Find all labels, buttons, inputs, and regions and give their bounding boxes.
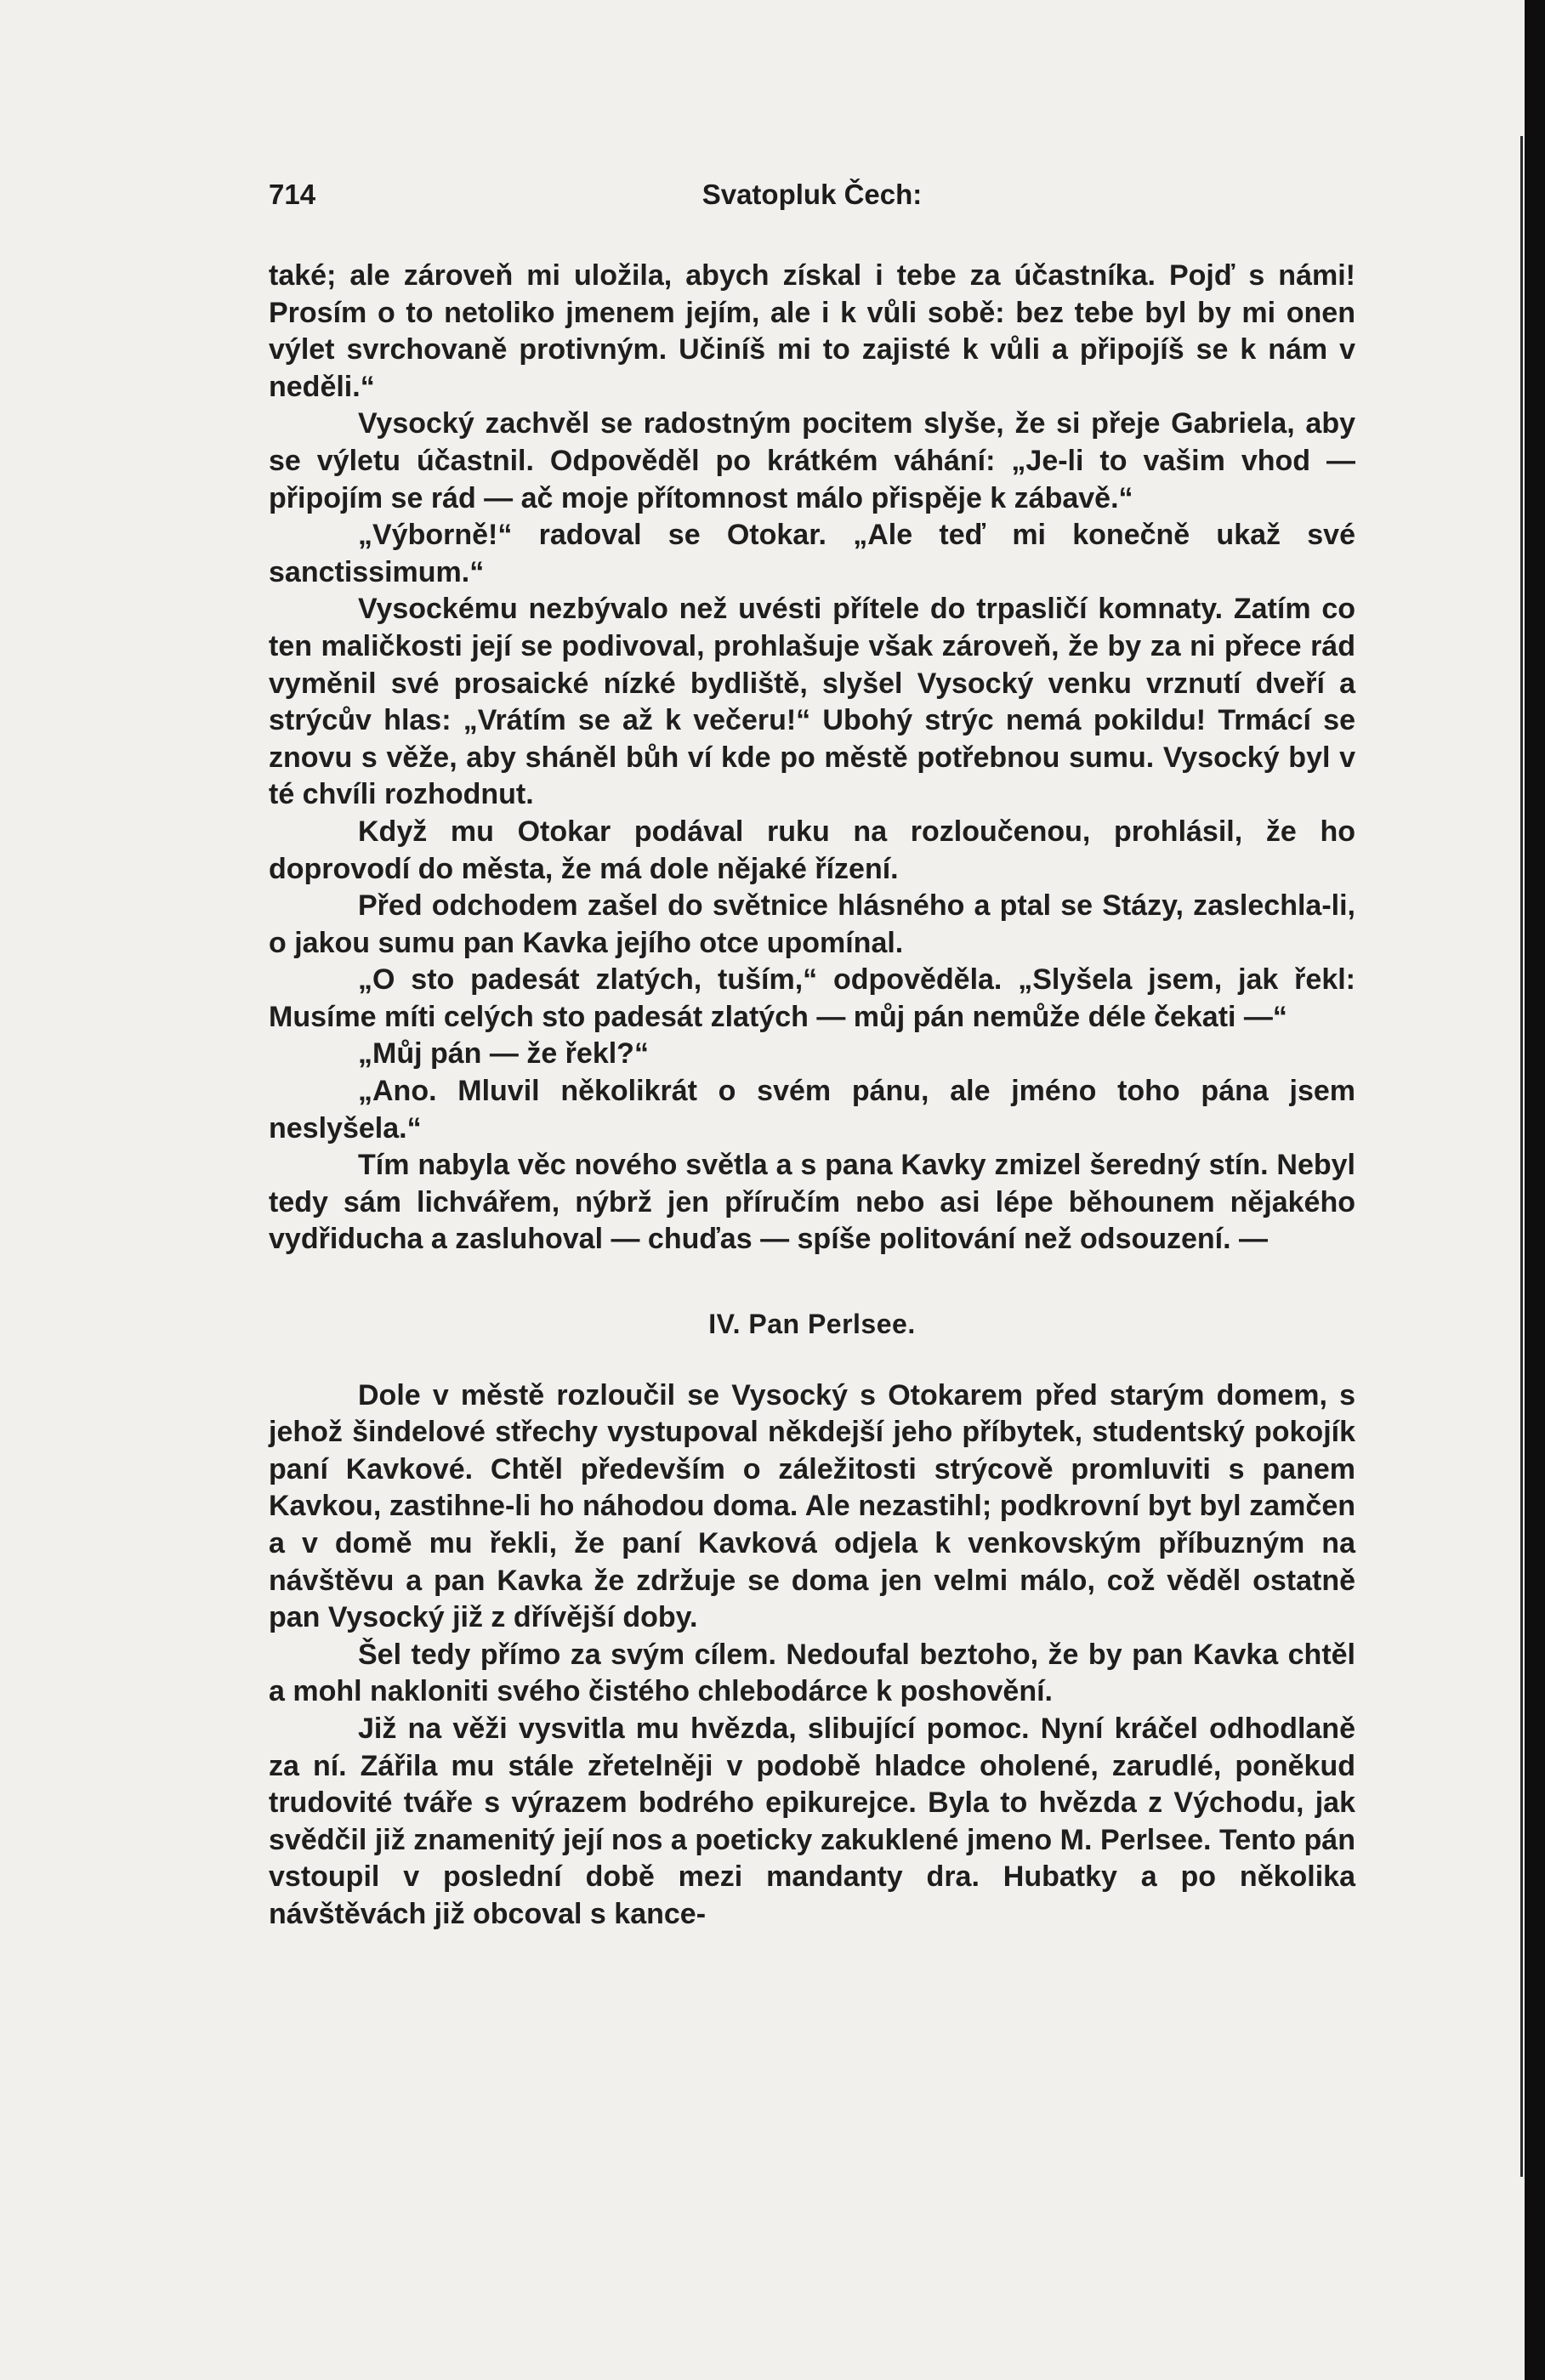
paragraph: „O sto padesát zlatých, tuším,“ odpověděla. „Slyšela jsem, jak řekl: Musíme míti celých sto padesát zlatých — můj pán nemůže déle čekati —“	[269, 963, 1355, 1033]
running-head: Svatopluk Čech:	[701, 179, 923, 210]
body-text	[269, 258, 1355, 1934]
paragraph: Dole v městě rozloučil se Vysocký s Otokarem před starým domem, s jehož šindelové střechy vystupoval někdejší jeho příbytek, studentský pokojík paní Kavkové. Chtěl především o záležitosti strýcově promluviti s panem Kavkou, zastihne-li ho náhodou doma. Ale nezastihl; podkrovní byt byl zamčen a v domě mu řekli, že paní Kavková odjela k venkovským příbuzným na návštěvu a pan Kavka že zdržuje se doma jen velmi málo, což věděl ostatně pan Vysocký již z dřívější doby.	[269, 1378, 1355, 1634]
paragraph: Vysockému nezbývalo než uvésti přítele do trpasličí komnaty. Zatím co ten maličkosti její se podivoval, prohlašuje však zároveň, že by za ni přece rád vyměnil své prosaické nízké bydliště, slyšel Vysocký venku vrznutí dveří a strýcův hlas: „Vrátím se až k večeru!“ Ubohý strýc nemá pokildu! Trmácí se znovu s věže, aby sháněl bůh ví kde po městě potřebnou sumu. Vysocký byl v té chvíli rozhodnut.	[269, 593, 1355, 811]
page-number: 714	[269, 179, 316, 210]
paragraph: Vysocký zachvěl se radostným pocitem slyše, že si přeje Gabriela, aby se výletu účastnil. Odpověděl po krátkém váhání: „Je-li to vašim vhod — připojím se rád — ač moje přítomnost málo přispěje k zábavě.“	[269, 407, 1355, 514]
paragraph: „Ano. Mluvil několikrát o svém pánu, ale jméno toho pána jsem neslyšela.“	[269, 1075, 1355, 1145]
paragraph: Před odchodem zašel do světnice hlásného a ptal se Stázy, zaslechla-li, o jakou sumu pan Kavka jejího otce upomínal.	[269, 889, 1355, 959]
page-header	[269, 179, 1355, 216]
paragraph: Již na věži vysvitla mu hvězda, slibující pomoc. Nyní kráčel odhodlaně za ní. Zářila mu stále zřetelněji v podobě hladce oholené, zarudlé, poněkud trudovité tváře s výrazem bodrého epikurejce. Byla to hvězda z Východu, jak svědčil již znamenitý její nos a poeticky zakuklené jmeno M. Perlsee. Tento pán vstoupil v poslední době mezi mandanty dra. Hubatky a po několika návštěvách již obcoval s kance-	[269, 1712, 1355, 1930]
paragraph: „Výborně!“ radoval se Otokar. „Ale teď mi konečně ukaž své sanctissimum.“	[269, 519, 1355, 588]
paragraph: Šel tedy přímo za svým cílem. Nedoufal beztoho, že by pan Kavka chtěl a mohl nakloniti svého čistého chlebodárce k poshovění.	[269, 1638, 1355, 1708]
page-edge-line	[1520, 136, 1523, 2177]
section-title: IV. Pan Perlsee.	[708, 1309, 916, 1340]
paragraph: také; ale zároveň mi uložila, abych získal i tebe za účastníka. Pojď s námi! Prosím o to netoliko jmenem jejím, ale i k vůli sobě: bez tebe byl by mi onen výlet svrchovaně protivným. Učiníš mi to zajisté k vůli a připojíš se k nám v neděli.“	[269, 259, 1355, 403]
scan-border	[1525, 0, 1545, 2380]
paragraph: Tím nabyla věc nového světla a s pana Kavky zmizel šeredný stín. Nebyl tedy sám lichvářem, nýbrž jen příručím nebo asi lépe běhounem nějakého vydřiducha a zasluhoval — chuďas — spíše politování než odsouzení. —	[269, 1149, 1355, 1256]
paragraph: „Můj pán — že řekl?“	[358, 1037, 649, 1071]
paragraph: Když mu Otokar podával ruku na rozloučenou, prohlásil, že ho doprovodí do města, že má dole nějaké řízení.	[269, 815, 1355, 885]
